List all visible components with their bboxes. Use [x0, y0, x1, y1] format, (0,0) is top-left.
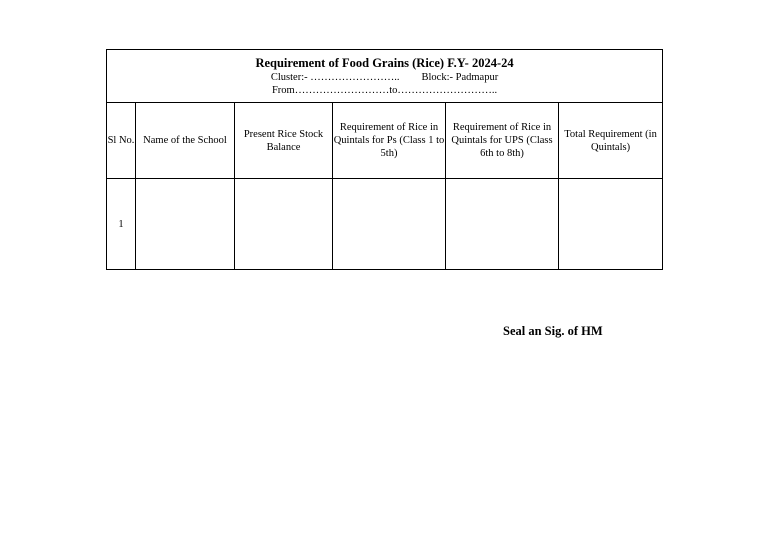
column-header-sl-no: Sl No.	[107, 103, 136, 179]
cluster-label: Cluster:- ……………………..	[270, 71, 400, 83]
block-label: Block:- Padmapur	[421, 71, 499, 83]
column-header-row	[107, 103, 663, 179]
table-cell-total-requirement	[559, 179, 663, 270]
table-cell-stock-balance	[235, 179, 333, 270]
form-header	[107, 50, 663, 103]
column-header-ups-requirement: Requirement of Rice in Quintals for UPS (Class 6th to 8th)	[446, 103, 559, 179]
column-header-school-name: Name of the School	[136, 103, 235, 179]
period-label: From………………………to………………………..	[271, 84, 498, 96]
requirement-form-table	[106, 49, 663, 270]
column-header-stock-balance: Present Rice Stock Balance	[235, 103, 333, 179]
title-row	[107, 50, 663, 103]
table-cell-sl-no: 1	[107, 179, 136, 270]
column-header-ps-requirement: Requirement of Rice in Quintals for Ps (Class 1 to 5th)	[333, 103, 446, 179]
column-header-total-requirement: Total Requirement (in Quintals)	[559, 103, 663, 179]
cluster-block-line	[107, 71, 662, 84]
table-row	[107, 179, 663, 270]
form-title: Requirement of Food Grains (Rice) F.Y- 2024-24	[255, 55, 514, 70]
table-cell-ps-requirement	[333, 179, 446, 270]
table-cell-ups-requirement	[446, 179, 559, 270]
hm-signature-label: Seal an Sig. of HM	[503, 324, 603, 338]
table-cell-school-name	[136, 179, 235, 270]
